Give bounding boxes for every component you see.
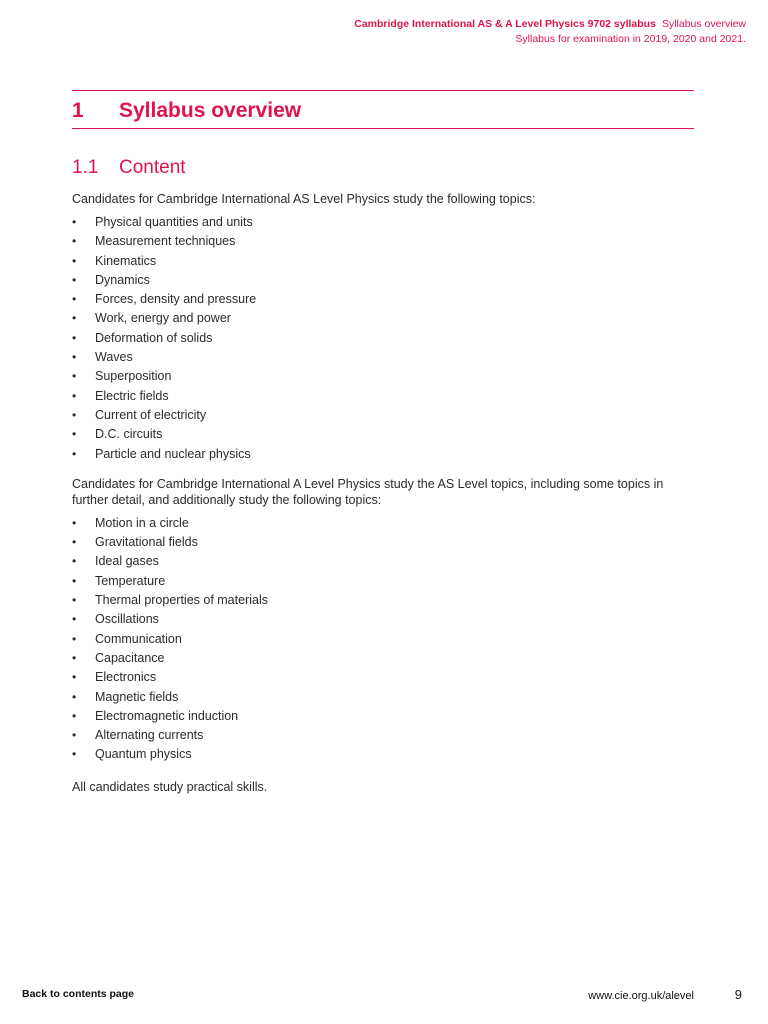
list-item: • Dynamics xyxy=(72,271,694,290)
running-header xyxy=(354,17,746,47)
list-item: • Ideal gases xyxy=(72,552,694,571)
list-item: • Temperature xyxy=(72,572,694,591)
list-item: • Quantum physics xyxy=(72,745,694,764)
as-level-topic-list xyxy=(72,213,694,464)
list-item: • Forces, density and pressure xyxy=(72,290,694,309)
list-item: • Particle and nuclear physics xyxy=(72,445,694,464)
list-item: • Alternating currents xyxy=(72,726,694,745)
header-syllabus-title: Cambridge International AS & A Level Physics 9702 syllabus xyxy=(354,18,656,30)
closing-note: All candidates study practical skills. xyxy=(72,779,268,794)
section-heading xyxy=(72,97,301,125)
a-level-topic-list xyxy=(72,514,694,765)
list-item: • Deformation of solids xyxy=(72,329,694,348)
list-item: • D.C. circuits xyxy=(72,425,694,444)
list-item: • Communication xyxy=(72,630,694,649)
header-exam-years: Syllabus for examination in 2019, 2020 and 2021. xyxy=(515,33,746,45)
section-title: Syllabus overview xyxy=(119,99,302,122)
list-item: • Oscillations xyxy=(72,610,694,629)
back-to-contents-link[interactable]: Back to contents page xyxy=(22,988,135,1000)
list-item: • Work, energy and power xyxy=(72,309,694,328)
heading-bottom-rule xyxy=(72,128,694,129)
as-level-intro: Candidates for Cambridge International AS Level Physics study the following topics: xyxy=(72,192,536,206)
content-body xyxy=(72,191,694,795)
footer-url: www.cie.org.uk/alevel xyxy=(588,990,694,1002)
page-number: 9 xyxy=(734,987,742,1002)
list-item: • Electric fields xyxy=(72,387,694,406)
list-item: • Thermal properties of materials xyxy=(72,591,694,610)
subsection-number: 1.1 xyxy=(72,157,99,178)
list-item: • Physical quantities and units xyxy=(72,213,694,232)
list-item: • Gravitational fields xyxy=(72,533,694,552)
list-item: • Current of electricity xyxy=(72,406,694,425)
list-item: • Kinematics xyxy=(72,252,694,271)
list-item: • Magnetic fields xyxy=(72,688,694,707)
list-item: • Measurement techniques xyxy=(72,232,694,251)
header-section-name: Syllabus overview xyxy=(661,18,746,30)
subsection-title: Content xyxy=(119,157,186,178)
list-item: • Electronics xyxy=(72,668,694,687)
list-item: • Capacitance xyxy=(72,649,694,668)
list-item: • Superposition xyxy=(72,367,694,386)
heading-top-rule xyxy=(72,90,694,91)
section-number: 1 xyxy=(72,99,84,122)
a-level-intro: Candidates for Cambridge International A Level Physics study the AS Level topics, including some topics in further detail, and additionally study the following topics: xyxy=(72,476,664,507)
list-item: • Waves xyxy=(72,348,694,367)
subsection-heading xyxy=(72,156,186,180)
list-item: • Motion in a circle xyxy=(72,514,694,533)
list-item: • Electromagnetic induction xyxy=(72,707,694,726)
